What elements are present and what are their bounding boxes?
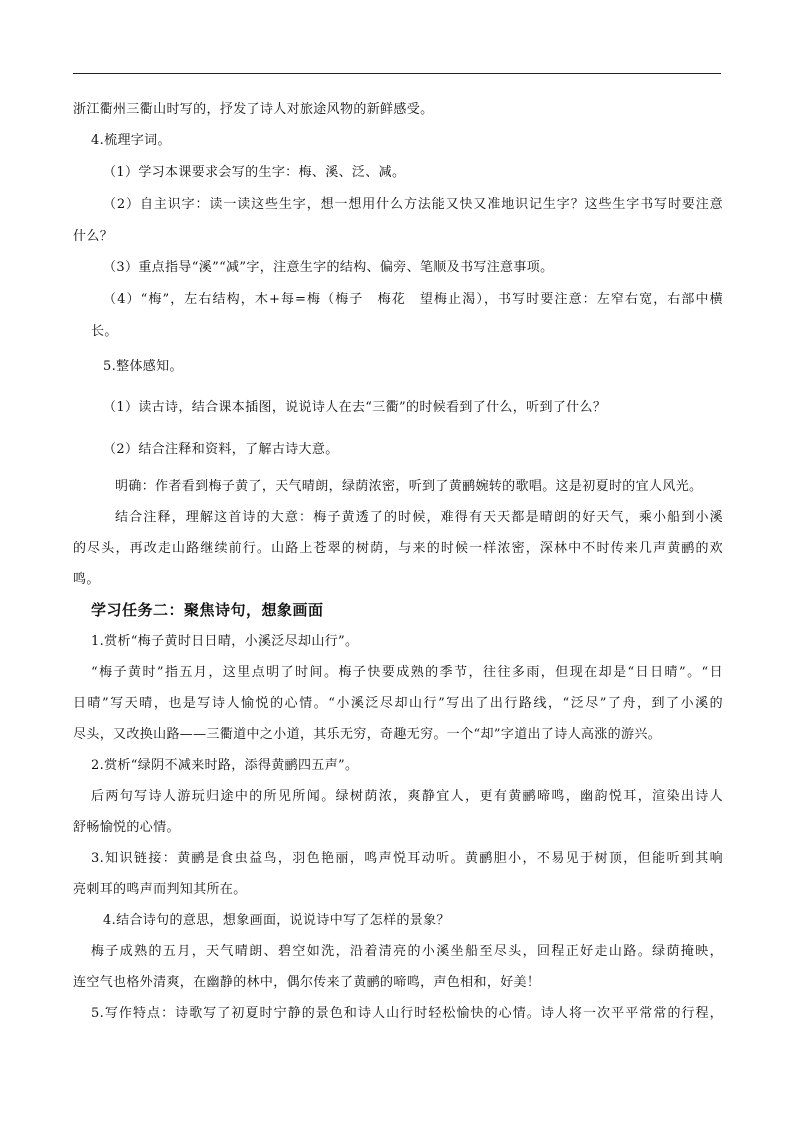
item-5-features: 5.写作特点：诗歌写了初夏时宁静的景色和诗人山行时轻松愉快的心情。诗人将一次平平常常的行程， [91, 1006, 723, 1021]
text-line: 结合注释，理解这首诗的大意：梅子黄透了的时候，难得有天天都是晴朗的好天气，乘小船到小溪 [115, 510, 723, 525]
text-line: 尽头，又改换山路——三衢道中之小道，其乐无穷，奇趣无穷。一个“却”字道出了诗人高涨的游兴。 [73, 727, 662, 742]
section-heading-5: 5.整体感知。 [103, 359, 183, 374]
text-line: “梅子黄时”指五月，这里点明了时间。梅子快要成熟的季节，往往多雨，但现在却是“日日晴”。“日 [91, 665, 723, 680]
item-2-heading: 2.赏析“绿阴不减来时路，添得黄鹂四五声”。 [91, 758, 359, 773]
list-item-1: （1）学习本课要求会写的生字：梅、溪、泛、减。 [103, 165, 406, 180]
item-4-heading: 4.结合诗句的意思，想象画面，说说诗中写了怎样的景象？ [103, 913, 450, 928]
item-3-knowledge: 3.知识链接：黄鹂是食虫益鸟，羽色艳丽，鸣声悦耳动听。黄鹂胆小，不易见于树顶，但能听到其响 [91, 851, 723, 866]
answer-line: 明确：作者看到梅子黄了，天气晴朗，绿荫浓密，听到了黄鹂婉转的歌唱。这是初夏时的宜人风光。 [115, 479, 703, 494]
list-item-3: （3）重点指导“溪”“减”字，注意生字的结构、偏旁、笔顺及书写注意事项。 [103, 260, 554, 275]
list-item-4: （4）“梅”，左右结构，木+每=梅（梅子 梅花 望梅止渴），书写时要注意：左窄右宽，右部中横 [103, 292, 723, 307]
item-1-heading: 1.赏析“梅子黄时日日晴，小溪泛尽却山行”。 [91, 634, 359, 649]
list-item-2: （2）自主识字：读一读这些生字，想一想用什么方法能又快又准地识记生字？这些生字书写时要注意 [103, 197, 723, 212]
text-line: 日晴”写天晴，也是写诗人愉悦的心情。“小溪泛尽却山行”写出了出行路线，“泛尽”了舟，到了小溪的 [73, 696, 723, 711]
text-line: 什么？ [73, 229, 114, 244]
text-line: 长。 [91, 324, 118, 339]
task-heading: 学习任务二：聚焦诗句，想象画面 [91, 601, 324, 619]
text-line: 浙江衢州三衢山时写的，抒发了诗人对旅途风物的新鲜感受。 [73, 102, 434, 117]
list-item-annotate: （2）结合注释和资料，了解古诗大意。 [103, 442, 339, 457]
text-line: 的尽头，再改走山路继续前行。山路上苍翠的树荫，与来的时候一样浓密，深林中不时传来几声黄鹂的欢 [73, 541, 723, 556]
header-rule [73, 73, 721, 74]
list-item-read: （1）读古诗，结合课本插图，说说诗人在去“三衢”的时候看到了什么，听到了什么？ [103, 400, 607, 415]
text-line: 后两句写诗人游玩归途中的所见所闻。绿树荫浓，爽静宜人，更有黄鹂啼鸣，幽韵悦耳，渲染出诗人 [91, 789, 723, 804]
text-line: 鸣。 [73, 572, 100, 587]
section-heading-4: 4.梳理字词。 [91, 133, 171, 148]
text-line: 连空气也格外清爽，在幽静的林中，偶尔传来了黄鹂的啼鸣，声色相和，好美！ [73, 975, 541, 990]
text-line: 梅子成熟的五月，天气晴朗、碧空如洗，沿着清亮的小溪坐船至尽头，回程正好走山路。绿荫掩映， [91, 944, 723, 959]
text-line: 舒畅愉悦的心情。 [73, 820, 180, 835]
text-line: 亮刺耳的鸣声而判知其所在。 [73, 882, 247, 897]
